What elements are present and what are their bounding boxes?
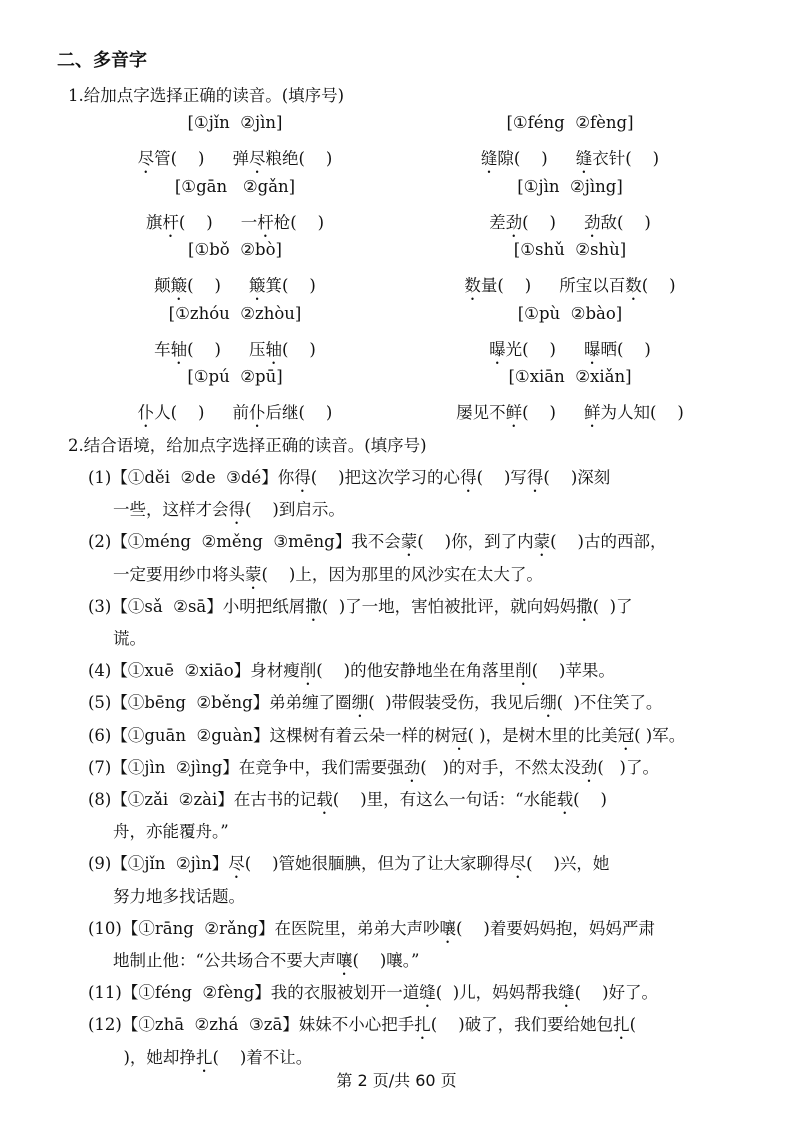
text: ( ): [187, 339, 221, 359]
dotted-character: 杆: [162, 212, 179, 232]
text: ( )的他安静地坐在角落里: [316, 661, 516, 681]
text: ( )不住笑了。: [556, 693, 663, 713]
dotted-character: 曝: [584, 339, 601, 359]
text: 为人知( ): [600, 403, 684, 422]
dotted-character: 尽: [137, 149, 155, 168]
text: 一: [240, 212, 258, 232]
dotted-character: 削: [299, 661, 317, 681]
dotted-character: 嚷: [335, 951, 353, 970]
dotted-character: 簸: [249, 276, 266, 295]
dotted-character: 曝: [489, 339, 506, 359]
text: 枪( ): [273, 212, 325, 232]
text: ( )儿，妈妈帮我: [435, 983, 559, 1003]
text: 管( ): [154, 149, 205, 168]
dotted-character: 轴: [265, 339, 282, 359]
dotted-character: 蒙: [400, 532, 418, 552]
text: 谎。: [113, 629, 146, 648]
dotted-character: 削: [515, 661, 532, 681]
dotted-character: 鲜: [505, 403, 523, 422]
section-title: 二、多音字: [57, 50, 147, 71]
dotted-character: 载: [316, 790, 333, 809]
text: (11)【①féng ②fèng】我的衣服被划开一道: [88, 983, 420, 1003]
text: (9)【①jǐn ②jìn】: [88, 854, 229, 874]
text: 敌( ): [600, 212, 651, 232]
exercise-item-continuation[interactable]: [113, 496, 345, 528]
text: (3)【①sǎ ②sā】小明把纸屑: [88, 596, 306, 616]
exercise-item[interactable]: [88, 689, 662, 721]
text: ( )好了。: [574, 983, 659, 1003]
text: 衣针( ): [592, 149, 660, 168]
dotted-character: 尽: [509, 854, 527, 874]
dotted-character: 绷: [351, 693, 369, 713]
text: ( )了。: [597, 757, 659, 777]
text: ( )着不让。: [212, 1047, 313, 1067]
text: ( ): [522, 212, 556, 232]
word-pair: [400, 399, 740, 431]
exercise-item[interactable]: [88, 754, 659, 786]
word-blank[interactable]: [584, 209, 651, 241]
word-blank[interactable]: [584, 336, 651, 368]
text: ( )军。: [634, 725, 686, 745]
exercise-item[interactable]: [88, 979, 658, 1011]
dotted-character: 鲜: [584, 403, 601, 422]
text: 颠: [154, 276, 171, 295]
dotted-character: 扎: [195, 1047, 213, 1067]
dotted-character: 冠: [617, 725, 635, 745]
dotted-character: 扎: [613, 1015, 630, 1035]
text: (8)【①zǎi ②zài】在古书的记: [88, 790, 317, 809]
text: (6)【①guān ②guàn】这棵树有着云朵一样的树: [88, 725, 451, 745]
exercise-item[interactable]: [88, 1011, 636, 1043]
exercise-item[interactable]: [88, 786, 607, 818]
text: 前: [232, 403, 249, 422]
text: (7)【①jìn ②jìng】在竞争中，我们需要强: [88, 757, 404, 777]
text: (2)【①méng ②měng ③mēng】我不会: [88, 532, 401, 552]
pinyin-options: [①xiān ②xiǎn]: [508, 367, 632, 386]
word-blank[interactable]: [576, 145, 659, 177]
text: (10)【①rāng ②rǎng】在医院里，弟弟大声吵: [88, 918, 440, 938]
exercise-item[interactable]: [88, 915, 655, 947]
text: 隙( ): [497, 149, 548, 168]
pinyin-options: [①pú ②pū]: [187, 367, 283, 386]
exercise-item-continuation[interactable]: [113, 561, 543, 593]
dotted-character: 缝: [480, 149, 498, 168]
word-pair: [400, 272, 740, 304]
text: ( )了: [592, 596, 633, 616]
text: 旗: [145, 212, 163, 232]
dotted-character: 撒: [576, 596, 593, 616]
dotted-character: 缝: [575, 149, 593, 168]
dotted-character: 劲: [403, 757, 421, 777]
text: ( )嚷。”: [352, 951, 420, 970]
dotted-character: 缝: [558, 983, 575, 1003]
text: 努力地多找话题。: [113, 886, 245, 906]
pinyin-options: [①jǐn ②jìn]: [187, 113, 283, 132]
word-blank[interactable]: [559, 272, 675, 304]
text: (: [629, 1015, 637, 1035]
word-pair: [400, 336, 740, 368]
page-number: 第 2 页/共 60 页: [336, 1071, 457, 1090]
text: 一些，这样才会: [113, 500, 229, 520]
dotted-character: 扎: [414, 1015, 431, 1035]
dotted-character: 杆: [257, 212, 274, 232]
text: 地制止他：“公共场合不要大声: [113, 951, 336, 970]
dotted-character: 数: [464, 276, 481, 295]
pinyin-options: [①gān ②gǎn]: [174, 176, 296, 196]
dotted-character: 得: [294, 468, 311, 487]
exercise-item-continuation[interactable]: [113, 818, 229, 842]
text: ( )到启示。: [245, 500, 345, 520]
exercise-item[interactable]: [88, 722, 685, 754]
text: (1)【①děi ②de ③dé】你: [88, 468, 295, 487]
dotted-character: 得: [460, 468, 477, 487]
word-pair: [400, 209, 740, 241]
exercise-item[interactable]: [88, 528, 666, 560]
dotted-character: 得: [526, 468, 544, 487]
word-blank[interactable]: [584, 399, 684, 431]
dotted-character: 冠: [450, 725, 468, 745]
text: 差: [489, 212, 506, 232]
text: ( )苹果。: [531, 661, 615, 681]
dotted-character: 尽: [249, 149, 266, 168]
dotted-character: 撒: [305, 596, 322, 616]
dotted-character: 载: [556, 790, 574, 809]
exercise-item[interactable]: [88, 464, 610, 496]
exercise-item[interactable]: [88, 850, 609, 882]
text: ( )，是树木里的比美: [467, 725, 618, 745]
dotted-character: 簸: [170, 276, 188, 295]
exercise-item-continuation[interactable]: [113, 883, 245, 907]
text: ( ): [522, 403, 556, 422]
text: ( )兴，她: [526, 854, 610, 874]
word-blank[interactable]: [456, 399, 556, 431]
dotted-character: 劲: [580, 757, 598, 777]
pinyin-options: [①jìn ②jìng]: [517, 176, 623, 196]
text: (5)【①bēng ②běng】弟弟缠了圈: [88, 693, 352, 713]
exercise-item[interactable]: [88, 593, 633, 625]
text: ( )了一地，害怕被批评，就向妈妈: [321, 596, 577, 616]
pinyin-options: [①bǒ ②bò]: [188, 240, 282, 259]
word-blank[interactable]: [489, 336, 556, 368]
text: ( )上，因为那里的风沙实在太大了。: [261, 564, 543, 584]
exercise-item[interactable]: [88, 657, 615, 689]
dotted-character: 得: [228, 500, 245, 520]
text: ( )把这次学习的心: [310, 468, 461, 487]
pinyin-options: [①zhóu ②zhòu]: [168, 303, 302, 323]
dotted-character: 劲: [584, 212, 601, 232]
dotted-character: 尽: [228, 854, 245, 874]
text: 箕( ): [265, 276, 316, 295]
text: ( ): [178, 212, 213, 232]
text: ( )的对手，不然太没: [420, 757, 581, 777]
text: ( )古的西部，: [550, 532, 667, 552]
text: (12)【①zhā ②zhá ③zā】妹妹不小心把手: [88, 1015, 415, 1035]
dotted-character: 仆: [249, 403, 266, 422]
word-blank[interactable]: [489, 209, 556, 241]
word-blank[interactable]: [481, 145, 548, 177]
text: 光( ): [505, 339, 556, 359]
pinyin-options: [①féng ②fèng]: [506, 113, 634, 132]
dotted-character: 缝: [419, 983, 436, 1003]
text: ( )管她很腼腆，但为了让大家聊得: [244, 854, 510, 874]
text: ( )里，有这么一句话：“水能: [332, 790, 557, 809]
text: ( )你，到了内: [417, 532, 534, 552]
text: 一定要用纱巾将头: [113, 564, 245, 584]
dotted-character: 轴: [170, 339, 188, 359]
word-blank[interactable]: [464, 272, 531, 304]
dotted-character: 嚷: [439, 918, 456, 938]
dotted-character: 数: [625, 276, 642, 295]
pinyin-options: [①pù ②bào]: [517, 303, 623, 323]
text: 压: [249, 339, 266, 359]
text: 粮绝( ): [265, 149, 333, 168]
dotted-character: 蒙: [533, 532, 551, 552]
text: 晒( ): [600, 339, 651, 359]
text: )，她却挣: [113, 1047, 196, 1067]
pinyin-options: [①shǔ ②shù]: [513, 240, 627, 259]
text: ( )破了，我们要给她包: [430, 1015, 614, 1035]
text: 量( ): [480, 276, 532, 295]
text: ( )深刻: [543, 468, 611, 487]
word-pair: [400, 145, 740, 177]
exercise-item-continuation[interactable]: [113, 625, 146, 649]
text: 屡见不: [456, 403, 506, 422]
question-2-prompt: 2.结合语境，给加点字选择正确的读音。(填序号): [68, 436, 427, 455]
text: ( ): [573, 790, 607, 809]
text: ( ): [641, 276, 676, 295]
exercise-item-continuation[interactable]: [113, 947, 419, 979]
text: (4)【①xuē ②xiāo】身材瘦: [88, 661, 300, 681]
text: ( ): [282, 339, 316, 359]
text: ( )写: [476, 468, 527, 487]
text: 后继( ): [265, 403, 333, 422]
text: ( ): [187, 276, 221, 295]
text: ( )带假装受伤，我见后: [368, 693, 541, 713]
dotted-character: 绷: [540, 693, 557, 713]
text: 车: [154, 339, 171, 359]
text: 所宝以百: [559, 276, 626, 295]
dotted-character: 劲: [505, 212, 523, 232]
text: 人( ): [154, 403, 205, 422]
question-1-prompt: 1.给加点字选择正确的读音。(填序号): [68, 86, 345, 105]
text: ( )着要妈妈抱，妈妈严肃: [455, 918, 655, 938]
text: 舟，亦能覆舟。”: [113, 822, 229, 842]
dotted-character: 蒙: [245, 564, 262, 584]
dotted-character: 仆: [137, 403, 155, 422]
text: 弹: [232, 149, 249, 168]
